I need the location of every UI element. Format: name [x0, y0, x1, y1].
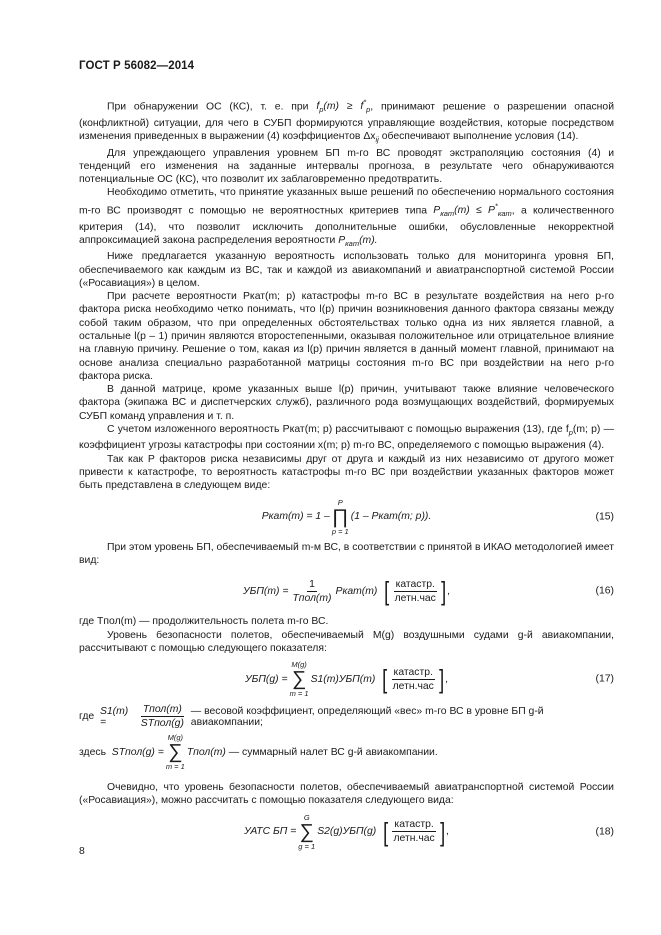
condition-formula: $f_p(m) \ge f^*_p$	[316, 98, 371, 115]
paragraph-11: Уровень безопасности полетов, обеспечиваемый M(g) воздушными судами g-й авиакомпании, рассчитывают с помощью следующего показателя:	[79, 629, 614, 654]
equation-16: УБП(m) = $\frac{1}{\text{Tпол(m)}}$ Pкат(m) [ $\frac{\text{катастр.}}{\text{летн.час}}$ ] , (16)	[242, 576, 614, 607]
equation-number: (15)	[595, 511, 614, 523]
equation-18: УАТС БП = G ∑ g = 1 S2(g)УБП(g) [ $\frac{\text{катастр.}}{\text{летн.час}}$ ] , (18)	[244, 812, 614, 851]
unit-bracket: [ $\frac{\text{катастр.}}{\text{летн.час}}$ ] ,	[384, 576, 451, 607]
paragraph-5: При расчете вероятности Pкат(m; p) катастрофы m-го ВС в результате воздействия на него p-го фактора риска необходимо четко понимать, что l(p) причин возникновения данного фактора связаны между собой таким образом, что при определенных обстоятельствах только одна из них является главной, а остальные l(p – 1) причин являются второстепенными, оказывая положительное или отрицательное влияние на главную причину. Решение о том, какая из l(p) причин является в данный момент главной, принимают на основе анализа специально разработанной матрицы состояния m-го ВС при воздействии на него p-го фактора риска.	[79, 291, 614, 382]
paragraph-7: С учетом изложенного вероятность Pкат(m; p) рассчитывают с помощью выражения (13), где $f_p(m$; p) — коэффициент угрозы катастрофы при состоянии x(m; p) m-го ВС, определяемого с помощью выражения (4).	[79, 424, 615, 452]
paragraph-10: где Tпол(m) — продолжительность полета m-го ВС.	[79, 616, 329, 628]
sum-operator: M(g) ∑ m = 1	[289, 660, 309, 699]
definition-st: здесь STпол(g) = M(g) ∑ m = 1 Tпол(m) — суммарный налет ВС g-й авиакомпании.	[79, 733, 438, 772]
equation-17: УБП(g) = M(g) ∑ m = 1 S1(m)УБП(m) [ $\frac{\text{катастр.}}{\text{летн.час}}$ ] , (17)	[245, 660, 614, 699]
page-number: 8	[79, 846, 85, 857]
product-operator: P ∏ p = 1	[331, 497, 349, 536]
paragraph-2: Для упреждающего управления уровнем БП m-го ВС проводят экстраполяцию состояния (4) и тенденций его изменения на заданные интервалы прогноза, в результате чего обнаруживаются потенциальные ОС (КС), что позволит их заблаговременно предотвратить.	[79, 147, 614, 186]
paragraph-3: Необходимо отметить, что принятие указанных выше решений по обеспечению нормального состояния m-го ВС производят с помощью не вероятностных критериев типа $P_{кат}(m) \le P^*_{кат}$, а количественного критерия (14), что позволит исключить дополнительные ошибки, обусловленные некорректной аппроксимацией закона распределения вероятности $P_{кат}(m)$.	[79, 187, 614, 248]
equation-number: (16)	[595, 585, 614, 597]
unit-bracket: [ $\frac{\text{катастр.}}{\text{летн.час}}$ ] ,	[382, 664, 448, 695]
paragraph-14: Очевидно, что уровень безопасности полетов, обеспечиваемый авиатранспортной системой России («Росавиация»), можно рассчитать с помощью показателя следующего вида:	[79, 782, 614, 807]
equation-number: (18)	[595, 826, 614, 838]
fraction: $\frac{1}{\text{Tпол(m)}}$	[292, 578, 332, 604]
paragraph-4: Ниже предлагается указанную вероятность использовать только для мониторинга уровня БП, обеспечиваемого как каждым из ВС, так и каждой из авиакомпаний и авиатранспортной системой России («Росавиация») в целом.	[79, 251, 614, 289]
equation-15: Pкат(m) = 1 – P ∏ p = 1 (1 – Pкат(m; p)). (15)	[261, 497, 614, 536]
equation-number: (17)	[595, 673, 614, 685]
paragraph-9: При этом уровень БП, обеспечиваемый m-м ВС, в соответствии с принятой в ИКАО методологией имеет вид:	[79, 541, 614, 566]
document-page	[79, 60, 614, 856]
paragraph-1: При обнаружении ОС (КС), т. е. при $f_p(m) \ge f^*_p$, принимают решение о разрешении опасной (конфликтной) ситуации, для чего в СУБП формируются управляющие воздействия, которые посредством изменения приведенных в выражении (4) коэффициентов $\Delta x_{ij}$ обеспечивают выполнение условия (14).	[79, 98, 614, 145]
definition-s1: где S1(m) = $\frac{\text{Tпол(m)}}{\text{STпол(g)}}$ — весовой коэффициент, определяющий «вес» m-го ВС в уровне БП g-й авиакомпании;	[79, 704, 544, 730]
unit-bracket: [ $\frac{\text{катастр.}}{\text{летн.час}}$ ] ,	[383, 816, 449, 847]
paragraph-6: В данной матрице, кроме указанных выше l(p) причин, учитывают также влияние человеческого фактора (экипажа ВС и диспетчерских служб), различного рода возмущающих воздействий, формируемых СУБП команд управления и т. п.	[79, 384, 614, 422]
document-header: ГОСТ Р 56082—2014	[79, 60, 195, 72]
paragraph-8: Так как P факторов риска независимы друг от друга и каждый из них независимо от другого может привести к катастрофе, то вероятность катастрофы m-го ВС при воздействии указанных факторов может быть представлена в следующем виде:	[79, 453, 614, 492]
sum-operator: G ∑ g = 1	[298, 812, 316, 851]
